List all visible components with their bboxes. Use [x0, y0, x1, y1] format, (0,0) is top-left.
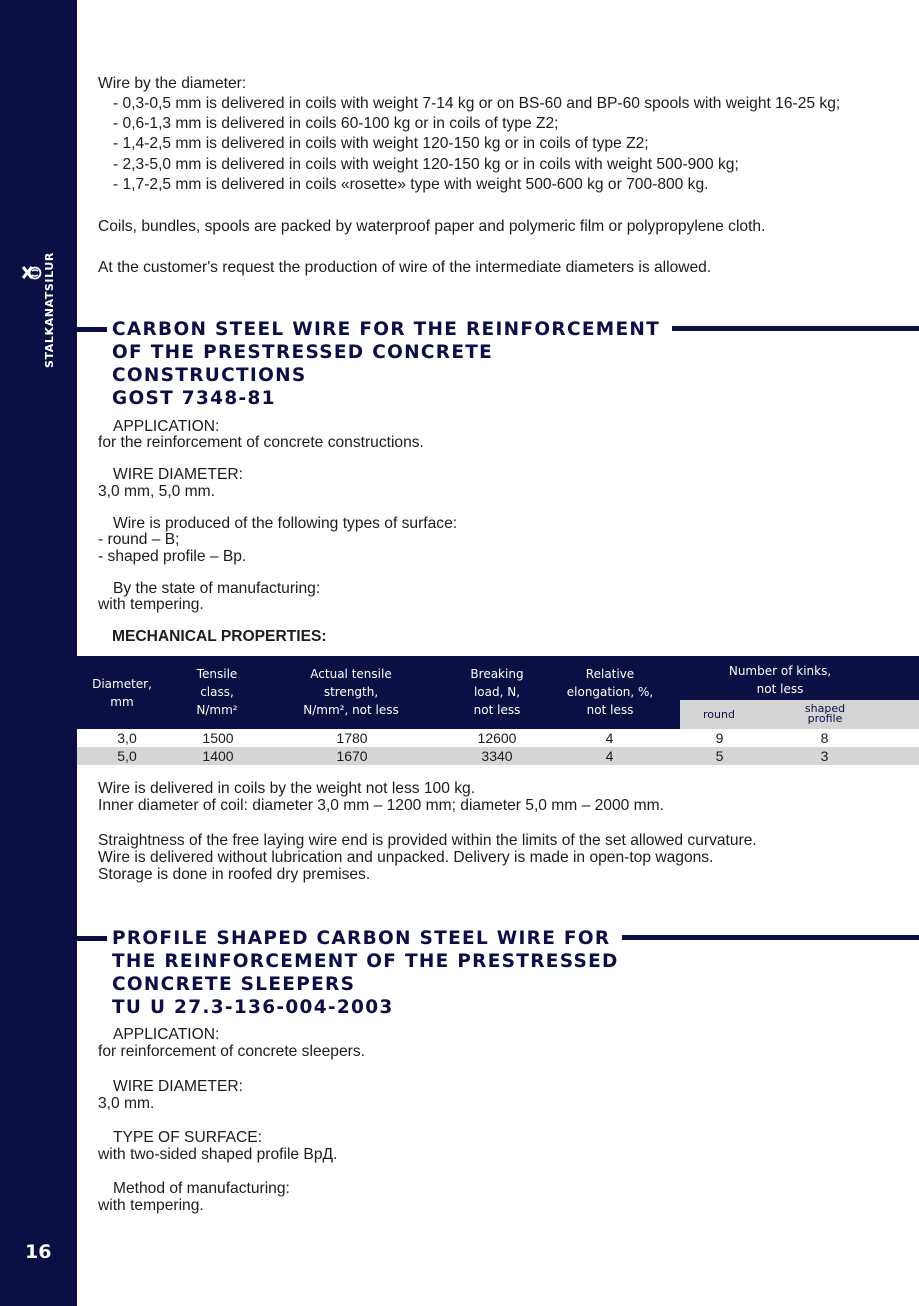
table-cell: 4	[605, 748, 614, 764]
diameter-text: 3,0 mm.	[98, 1095, 155, 1112]
intro-item: - 2,3-5,0 mm is delivered in coils with weight 120-150 kg or in coils with weight 500-900 kg;	[113, 156, 739, 173]
table-cell: 5	[715, 748, 724, 764]
col-tensile-line: N/mm²	[196, 703, 238, 717]
surface-item: - round – B;	[98, 531, 180, 548]
heading-bar-right	[672, 326, 919, 331]
table-cell: 1400	[202, 748, 234, 764]
section-heading: THE REINFORCEMENT OF THE PRESTRESSED	[112, 951, 619, 972]
section-heading: CONSTRUCTIONS	[112, 365, 307, 386]
table-row	[77, 729, 919, 747]
col-diameter-line: mm	[110, 695, 134, 709]
table-cell: 3	[820, 748, 829, 764]
intro-item: - 0,3-0,5 mm is delivered in coils with weight 7-14 kg or on BS-60 and BP-60 spools with weight 16-25 kg;	[113, 95, 841, 112]
brand-name: STALKANATSILUR	[43, 252, 56, 368]
col-actual-line: N/mm², not less	[303, 703, 399, 717]
col-tensile-line: Tensile	[196, 667, 238, 681]
table-cell: 1500	[202, 730, 234, 746]
col-breaking	[452, 665, 542, 719]
method-label: Method of manufacturing:	[113, 1180, 290, 1197]
col-tensile	[177, 665, 257, 719]
page-number: 16	[25, 1241, 52, 1263]
storage-text: Storage is done in roofed dry premises.	[98, 866, 371, 883]
table-cell: 1780	[336, 730, 368, 746]
table-row	[77, 747, 919, 765]
surface-text: with two-sided shaped profile ВрД.	[98, 1146, 338, 1163]
col-diameter	[82, 675, 162, 711]
col-breaking-line: Breaking	[470, 667, 524, 681]
section-heading: PROFILE SHAPED CARBON STEEL WIRE FOR	[112, 928, 611, 949]
surface-item: - shaped profile – Bp.	[98, 548, 247, 565]
state-text: with tempering.	[98, 596, 204, 613]
section-heading: CARBON STEEL WIRE FOR THE REINFORCEMENT	[112, 319, 661, 340]
intro-item: - 0,6-1,3 mm is delivered in coils 60-100 kg or in coils of type Z2;	[113, 115, 559, 132]
application-label: APPLICATION:	[113, 418, 220, 435]
sidebar	[0, 0, 77, 1306]
application-text: for the reinforcement of concrete constructions.	[98, 434, 424, 451]
request-text: At the customer's request the production of wire of the intermediate diameters is allowed.	[98, 259, 712, 276]
state-label: By the state of manufacturing:	[113, 580, 321, 597]
mechanical-properties-table	[77, 656, 919, 765]
table-cell: 12600	[477, 730, 517, 746]
diameter-text: 3,0 mm, 5,0 mm.	[98, 483, 215, 500]
col-shaped-line: profile	[807, 712, 843, 725]
heading-bar-right	[622, 935, 919, 940]
delivery-text: Wire is delivered in coils by the weight not less 100 kg.	[98, 780, 476, 797]
col-elongation-line: elongation, %,	[566, 685, 654, 699]
heading-bar-left	[77, 327, 107, 332]
col-actual-line: strength,	[323, 685, 379, 699]
coil-diameter-text: Inner diameter of coil: diameter 3,0 mm – 1200 mm; diameter 5,0 mm – 2000 mm.	[98, 797, 664, 814]
col-breaking-line: not less	[473, 703, 521, 717]
intro-item: - 1,7-2,5 mm is delivered in coils «rosette» type with weight 500-600 kg or 700-800 kg.	[113, 176, 709, 193]
table-cell: 3340	[481, 748, 513, 764]
heading-bar-left	[77, 936, 107, 941]
col-breaking-line: load, N,	[473, 685, 521, 699]
col-elongation-line: not less	[586, 703, 634, 717]
company-logo-icon	[20, 262, 42, 284]
table-cell: 8	[820, 730, 829, 746]
col-elongation	[555, 665, 665, 719]
lubrication-text: Wire is delivered without lubrication and unpacked. Delivery is made in open-top wagons.	[98, 849, 714, 866]
section-heading: OF THE PRESTRESSED CONCRETE	[112, 342, 494, 363]
table-cell: 3,0	[117, 730, 137, 746]
diameter-label: WIRE DIAMETER:	[113, 1078, 243, 1095]
straightness-text: Straightness of the free laying wire end is provided within the limits of the set allowed curvature.	[98, 832, 757, 849]
method-text: with tempering.	[98, 1197, 204, 1214]
table-cell: 5,0	[117, 748, 137, 764]
col-kinks-line: not less	[756, 682, 804, 696]
packing-text: Coils, bundles, spools are packed by waterproof paper and polymeric film or polypropylene cloth.	[98, 218, 766, 235]
intro-title: Wire by the diameter:	[98, 75, 247, 92]
col-shaped	[775, 704, 875, 724]
col-elongation-line: Relative	[585, 667, 635, 681]
col-diameter-line: Diameter,	[92, 677, 152, 691]
col-actual-line: Actual tensile	[310, 667, 392, 681]
col-round: round	[703, 708, 735, 721]
table-cell: 9	[715, 730, 724, 746]
col-kinks	[695, 662, 865, 698]
intro-item: - 1,4-2,5 mm is delivered in coils with weight 120-150 kg or in coils of type Z2;	[113, 135, 649, 152]
col-actual	[281, 665, 421, 719]
application-label: APPLICATION:	[113, 1026, 220, 1043]
section-heading: CONCRETE SLEEPERS	[112, 974, 356, 995]
mechanical-properties-title: MECHANICAL PROPERTIES:	[112, 628, 327, 645]
col-shaped-line: shaped	[804, 702, 846, 715]
diameter-label: WIRE DIAMETER:	[113, 466, 243, 483]
application-text: for reinforcement of concrete sleepers.	[98, 1043, 365, 1060]
section-heading: GOST 7348-81	[112, 388, 276, 409]
surface-label: Wire is produced of the following types of surface:	[113, 515, 458, 532]
col-tensile-line: class,	[200, 685, 234, 699]
section-heading: TU U 27.3-136-004-2003	[112, 997, 394, 1018]
table-cell: 4	[605, 730, 614, 746]
col-kinks-line: Number of kinks,	[728, 664, 832, 678]
table-cell: 1670	[336, 748, 368, 764]
kinks-subheader	[680, 700, 919, 729]
surface-label: TYPE OF SURFACE:	[113, 1129, 263, 1146]
table-header	[77, 656, 919, 729]
